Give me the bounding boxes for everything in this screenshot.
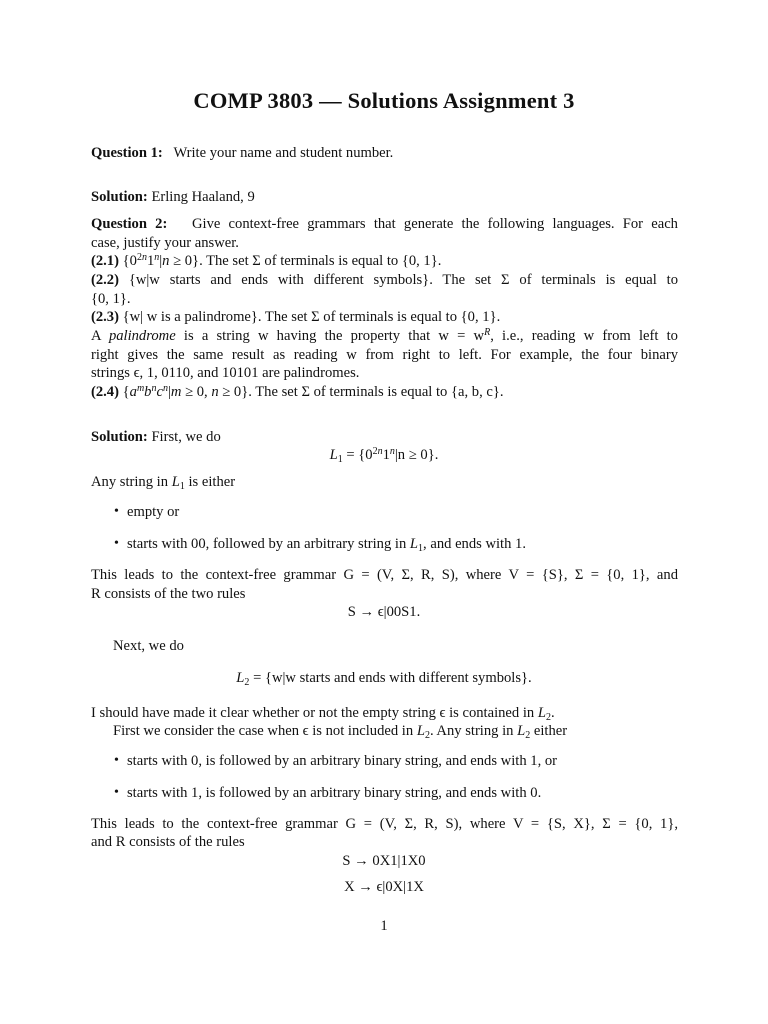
part-2-2-line1: (2.2) {w|w starts and ends with different symbols}. The set Σ of terminals is equal to (91, 272, 678, 288)
grammar-1-rule: S → ϵ|00S1. (347, 604, 421, 620)
palindrome-def-line3: strings ϵ, 1, 0110, and 10101 are palindromes. (91, 365, 360, 381)
palindrome-def-line2: right gives the same result as reading w from right to left. For example, the four binary (91, 347, 678, 363)
any-string-L1: Any string in $L_1$ is either (91, 474, 236, 492)
page-number: 1 (380, 918, 388, 934)
language-2-4: {$a^mb^nc^n|m \ge 0$, n ≥ 0} (122, 383, 249, 400)
next-part: Next, we do (113, 638, 184, 654)
palindrome-def-line1: A palindrome is a string w having the property that $w = w^R$, i.e., reading w from left to (91, 327, 678, 344)
bullet-icon: • (114, 504, 119, 519)
part-2-1: (2.1) $\{0^{2n}1^n|n \ge 0\}$. The set Σ of terminals is equal to {0, 1}. (91, 252, 442, 269)
solution-1-text: Erling Haaland, 9 (151, 189, 255, 205)
solution-1 (91, 188, 255, 206)
question-1-label: Question 1: (91, 145, 163, 161)
question-1 (91, 144, 393, 162)
list-item: starts with 00, followed by an arbitrary string in $L_1$, and ends with 1. (127, 536, 527, 554)
part-2-3: (2.3) {w| w is a palindrome}. The set Σ of terminals is equal to {0, 1}. (91, 309, 501, 325)
question-2-intro-line1: Question 2: Give context-free grammars that generate the following languages. For each (91, 216, 678, 232)
L2-definition: $L_2 = \{w|w$ starts and ends with different symbols}. (236, 670, 532, 688)
bullet-icon: • (114, 753, 119, 768)
solution-2-first: Solution: First, we do (91, 429, 221, 445)
L1-definition: $L_1 = \{0^{2n}1^n|n \ge 0\}$. (329, 446, 439, 465)
grammar-1-line1: This leads to the context-free grammar G = (V, Σ, R, S), where V = {S}, Σ = {0, 1}, and (91, 567, 678, 583)
question-2-label: Question 2: (91, 216, 168, 232)
part-2-2-line2: {0, 1}. (91, 291, 131, 307)
bullet-icon: • (114, 536, 119, 551)
grammar-1-line2: R consists of the two rules (91, 586, 246, 602)
grammar-2-line2: and R consists of the rules (91, 834, 245, 850)
page-title: COMP 3803 — Solutions Assignment 3 (193, 88, 575, 113)
list-item: starts with 1, is followed by an arbitrary binary string, and ends with 0. (127, 785, 542, 801)
question-2-intro-line2: case, justify your answer. (91, 235, 239, 251)
list-item: starts with 0, is followed by an arbitrary binary string, and ends with 1, or (127, 753, 558, 769)
grammar-2-rule-S: S → 0X1|1X0 (342, 853, 426, 869)
empty-string-remark: I should have made it clear whether or not the empty string ϵ is contained in $L_2$. (91, 705, 555, 723)
language-2-1: $\{0^{2n}1^n|n \ge 0\}$ (122, 252, 200, 269)
list-item: empty or (127, 504, 180, 520)
question-1-text: Write your name and student number. (173, 145, 394, 161)
bullet-icon: • (114, 785, 119, 800)
grammar-2-line1: This leads to the context-free grammar G = (V, Σ, R, S), where V = {S, X}, Σ = {0, 1}, (91, 816, 678, 832)
first-case: First we consider the case when ϵ is not included in $L_2$. Any string in $L_2$ either (113, 723, 568, 741)
palindrome-term: palindrome (108, 328, 176, 344)
solution-1-label: Solution: (91, 189, 148, 205)
grammar-2-rule-X: X → ϵ|0X|1X (344, 879, 424, 895)
solution-2-label: Solution: (91, 429, 148, 445)
part-2-4: (2.4) {$a^mb^nc^n|m \ge 0$, n ≥ 0}. The set Σ of terminals is equal to {a, b, c}. (91, 383, 504, 400)
